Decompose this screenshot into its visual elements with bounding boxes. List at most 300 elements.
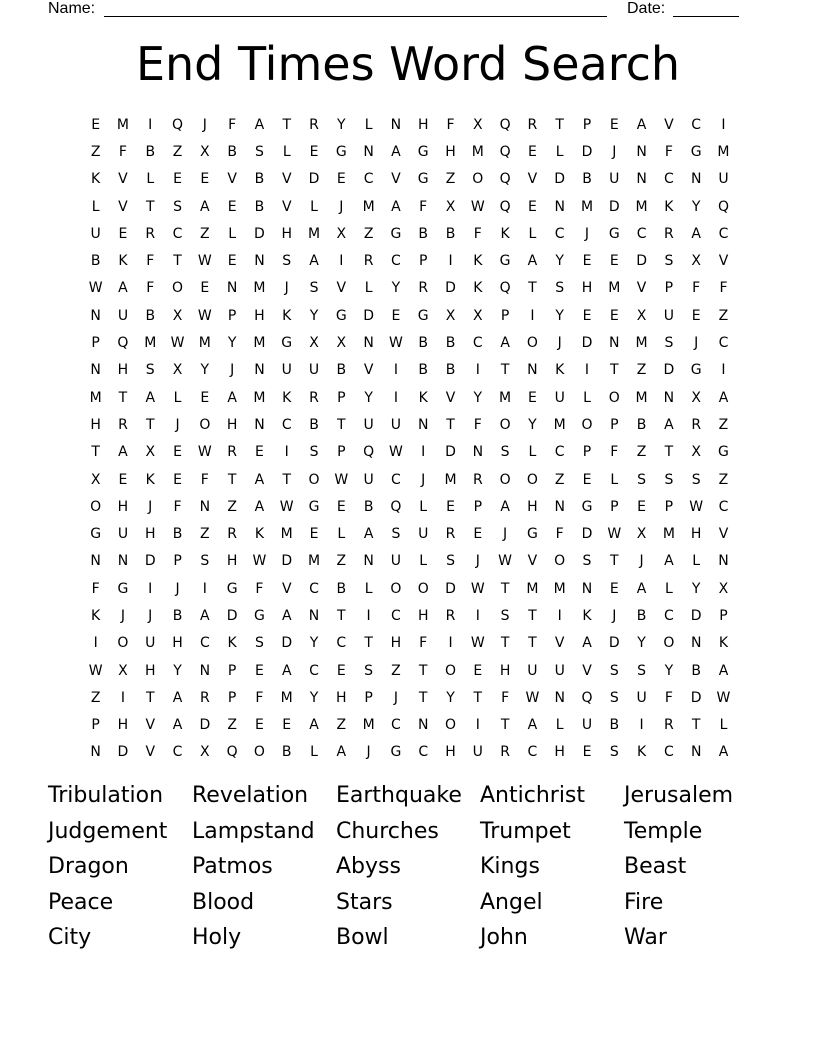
grid-letter: X xyxy=(691,389,701,406)
grid-letter: U xyxy=(90,225,101,242)
grid-letter: D xyxy=(281,553,293,570)
grid-letter: E xyxy=(200,280,210,297)
grid-letter: X xyxy=(636,526,647,543)
word-list-item: Beast xyxy=(624,854,687,880)
grid-letter: A xyxy=(281,607,292,624)
grid-letter: U xyxy=(281,362,292,379)
grid-letter: J xyxy=(421,471,426,488)
grid-letter: L xyxy=(337,526,346,543)
grid-letter: L xyxy=(228,225,237,242)
grid-letter: D xyxy=(581,143,593,160)
grid-letter: M xyxy=(116,116,129,133)
grid-letter: S xyxy=(609,689,619,706)
grid-letter: T xyxy=(528,607,537,624)
grid-letter: G xyxy=(526,526,538,543)
grid-letter: S xyxy=(500,444,510,461)
grid-letter: V xyxy=(718,526,729,543)
grid-row xyxy=(82,520,738,547)
grid-letter: B xyxy=(336,362,347,379)
grid-letter: Z xyxy=(90,143,101,160)
grid-letter: K xyxy=(282,389,292,406)
grid-letter: J xyxy=(120,607,126,624)
grid-letter: Z xyxy=(391,662,401,679)
grid-letter: V xyxy=(718,253,729,270)
grid-letter: T xyxy=(364,635,373,652)
grid-letter: D xyxy=(254,225,265,242)
grid-letter: E xyxy=(609,580,619,597)
grid-letter: E xyxy=(527,143,537,160)
word-list-item: Tribulation xyxy=(48,783,164,808)
grid-letter: E xyxy=(118,225,128,242)
grid-letter: I xyxy=(148,116,153,133)
grid-letter: Y xyxy=(309,307,319,324)
grid-letter: K xyxy=(254,526,265,543)
grid-letter: O xyxy=(199,416,211,433)
grid-letter: Z xyxy=(554,471,565,488)
grid-letter: Y xyxy=(227,335,237,352)
grid-letter: N xyxy=(390,116,402,133)
grid-letter: A xyxy=(718,744,729,761)
grid-letter: Z xyxy=(227,717,237,734)
grid-letter: A xyxy=(718,662,729,679)
grid-letter: E xyxy=(336,171,346,188)
grid-letter: P xyxy=(91,717,100,734)
grid-letter: P xyxy=(582,116,592,133)
grid-letter: L xyxy=(419,498,428,515)
grid-letter: M xyxy=(144,335,157,352)
grid-row xyxy=(82,220,738,247)
word-list-item: John xyxy=(480,925,528,951)
grid-row xyxy=(82,193,738,220)
grid-letter: D xyxy=(608,198,620,215)
grid-letter: K xyxy=(473,280,483,297)
grid-letter: H xyxy=(417,607,429,624)
grid-letter: K xyxy=(418,389,428,406)
grid-letter: K xyxy=(118,253,128,270)
grid-letter: J xyxy=(148,607,153,624)
word-list xyxy=(48,778,768,956)
grid-letter: J xyxy=(694,335,699,352)
grid-letter: E xyxy=(527,389,537,406)
grid-letter: N xyxy=(554,689,565,706)
grid-letter: Y xyxy=(446,689,455,706)
grid-letter: A xyxy=(391,198,401,215)
grid-letter: S xyxy=(282,253,292,270)
grid-letter: P xyxy=(610,416,619,433)
grid-letter: S xyxy=(691,471,701,488)
grid-letter: A xyxy=(636,116,647,133)
grid-letter: D xyxy=(281,635,293,652)
grid-letter: B xyxy=(609,717,620,734)
grid-letter: M xyxy=(280,689,293,706)
grid-letter: Z xyxy=(90,689,101,706)
grid-letter: S xyxy=(364,662,374,679)
grid-letter: B xyxy=(227,143,237,160)
grid-letter: G xyxy=(254,607,265,624)
grid-letter: J xyxy=(175,580,180,597)
grid-letter: Q xyxy=(499,280,511,297)
grid-letter: F xyxy=(473,416,482,433)
word-list-item: Antichrist xyxy=(480,783,586,808)
word-list-item: Dragon xyxy=(48,854,129,880)
grid-letter: E xyxy=(609,307,619,324)
grid-letter: L xyxy=(528,225,537,242)
grid-letter: F xyxy=(146,280,155,297)
grid-letter: T xyxy=(500,717,510,734)
grid-letter: B xyxy=(145,307,156,324)
grid-letter: K xyxy=(718,635,729,652)
grid-letter: A xyxy=(363,526,374,543)
grid-letter: T xyxy=(418,662,428,679)
grid-letter: O xyxy=(117,635,129,652)
grid-letter: J xyxy=(557,335,562,352)
grid-letter: J xyxy=(584,225,590,242)
grid-letter: J xyxy=(612,143,617,160)
grid-letter: O xyxy=(172,280,184,297)
grid-letter: R xyxy=(363,253,374,270)
grid-letter: G xyxy=(390,744,402,761)
grid-letter: G xyxy=(390,225,402,242)
grid-letter: P xyxy=(664,498,674,515)
grid-letter: W xyxy=(470,635,485,652)
grid-letter: S xyxy=(145,362,155,379)
grid-letter: T xyxy=(173,253,182,270)
grid-letter: D xyxy=(554,171,566,188)
grid-letter: W xyxy=(88,280,103,297)
grid-letter: C xyxy=(636,225,647,242)
grid-letter: C xyxy=(663,744,674,761)
grid-letter: T xyxy=(610,362,619,379)
grid-letter: F xyxy=(255,580,264,597)
grid-letter: Q xyxy=(717,198,729,215)
grid-letter: H xyxy=(581,280,593,297)
grid-letter: I xyxy=(202,580,207,597)
grid-letter: N xyxy=(636,143,647,160)
word-list-item: Jerusalem xyxy=(624,783,734,808)
grid-letter: E xyxy=(200,171,210,188)
grid-letter: J xyxy=(612,607,617,624)
grid-letter: X xyxy=(445,307,456,324)
grid-letter: I xyxy=(120,689,126,706)
grid-letter: R xyxy=(309,116,319,133)
grid-letter: W xyxy=(607,526,622,543)
grid-letter: R xyxy=(118,416,128,433)
word-list-item: Angel xyxy=(480,889,543,915)
grid-letter: C xyxy=(172,744,183,761)
grid-letter: E xyxy=(200,389,210,406)
grid-letter: R xyxy=(418,280,429,297)
grid-letter: Z xyxy=(445,171,456,188)
grid-letter: E xyxy=(637,498,647,515)
grid-letter: A xyxy=(254,498,265,515)
grid-letter: R xyxy=(309,389,319,406)
grid-letter: A xyxy=(664,416,674,433)
grid-row xyxy=(82,466,738,493)
word-list-item: Peace xyxy=(48,889,114,915)
grid-letter: P xyxy=(500,307,510,324)
grid-letter: B xyxy=(309,416,319,433)
grid-letter: N xyxy=(226,280,238,297)
grid-letter: D xyxy=(636,253,647,270)
grid-letter: V xyxy=(281,171,292,188)
grid-letter: I xyxy=(530,307,535,324)
grid-letter: X xyxy=(336,225,347,242)
grid-letter: I xyxy=(475,362,480,379)
grid-letter: E xyxy=(691,307,701,324)
grid-letter: L xyxy=(173,389,182,406)
grid-letter: C xyxy=(199,635,210,652)
grid-letter: H xyxy=(144,662,156,679)
grid-letter: J xyxy=(475,553,480,570)
grid-letter: N xyxy=(199,498,211,515)
grid-letter: F xyxy=(719,280,728,297)
grid-letter: N xyxy=(417,717,429,734)
grid-row xyxy=(82,493,738,520)
grid-letter: I xyxy=(366,607,371,624)
grid-letter: G xyxy=(417,143,429,160)
grid-letter: G xyxy=(335,307,347,324)
grid-letter: C xyxy=(472,335,483,352)
grid-letter: Z xyxy=(636,362,647,379)
grid-letter: E xyxy=(309,143,319,160)
grid-letter: J xyxy=(230,362,235,379)
grid-letter: U xyxy=(418,526,429,543)
grid-letter: P xyxy=(227,662,237,679)
grid-letter: I xyxy=(448,635,453,652)
letter-grid xyxy=(82,111,738,766)
grid-letter: N xyxy=(90,553,101,570)
grid-letter: Q xyxy=(499,143,511,160)
grid-letter: Q xyxy=(172,116,184,133)
grid-letter: Y xyxy=(637,635,646,652)
grid-letter: N xyxy=(663,389,675,406)
grid-letter: L xyxy=(146,171,155,188)
grid-letter: W xyxy=(252,553,267,570)
grid-letter: Z xyxy=(718,307,729,324)
grid-row xyxy=(82,302,738,329)
grid-letter: S xyxy=(254,635,264,652)
grid-letter: T xyxy=(446,416,455,433)
grid-letter: I xyxy=(557,607,562,624)
grid-letter: S xyxy=(309,280,319,297)
grid-letter: H xyxy=(336,689,347,706)
grid-letter: E xyxy=(582,744,592,761)
grid-letter: H xyxy=(554,744,565,761)
word-list-item: Fire xyxy=(624,889,664,915)
grid-letter: E xyxy=(255,717,264,734)
grid-letter: Z xyxy=(336,553,347,570)
grid-letter: E xyxy=(391,307,401,324)
grid-letter: A xyxy=(718,389,729,406)
grid-letter: Q xyxy=(363,444,375,461)
grid-letter: O xyxy=(608,389,620,406)
grid-letter: O xyxy=(417,580,429,597)
grid-row xyxy=(82,684,738,711)
grid-letter: W xyxy=(498,553,513,570)
grid-letter: N xyxy=(90,362,101,379)
grid-letter: F xyxy=(555,526,564,543)
grid-row xyxy=(82,357,738,384)
grid-letter: A xyxy=(200,607,210,624)
grid-letter: B xyxy=(418,225,429,242)
grid-letter: X xyxy=(473,116,483,133)
grid-letter: A xyxy=(636,580,647,597)
name-blank-line xyxy=(104,16,607,17)
grid-letter: T xyxy=(528,280,537,297)
grid-letter: I xyxy=(284,444,289,461)
grid-letter: L xyxy=(282,143,291,160)
grid-letter: M xyxy=(526,580,539,597)
grid-letter: S xyxy=(609,662,619,679)
grid-letter: C xyxy=(718,335,729,352)
grid-letter: A xyxy=(281,662,292,679)
grid-letter: C xyxy=(663,607,674,624)
grid-letter: T xyxy=(145,689,155,706)
page-title: End Times Word Search xyxy=(135,37,681,91)
grid-letter: N xyxy=(254,416,265,433)
grid-letter: G xyxy=(417,171,429,188)
grid-letter: T xyxy=(227,471,237,488)
grid-letter: T xyxy=(473,689,483,706)
word-list-item: Blood xyxy=(192,889,255,915)
grid-letter: N xyxy=(690,635,702,652)
grid-letter: I xyxy=(448,253,453,270)
grid-letter: K xyxy=(636,744,647,761)
grid-letter: T xyxy=(500,635,510,652)
grid-letter: B xyxy=(254,171,265,188)
grid-letter: U xyxy=(581,717,593,734)
grid-letter: V xyxy=(554,635,565,652)
grid-letter: M xyxy=(499,389,512,406)
grid-letter: B xyxy=(582,171,592,188)
grid-letter: N xyxy=(636,171,647,188)
grid-letter: X xyxy=(473,307,483,324)
grid-letter: Y xyxy=(200,362,210,379)
word-list-item: Patmos xyxy=(192,854,273,880)
grid-letter: Y xyxy=(555,253,564,270)
grid-letter: W xyxy=(525,689,540,706)
grid-letter: R xyxy=(145,225,156,242)
grid-letter: C xyxy=(309,662,319,679)
grid-letter: I xyxy=(721,116,726,133)
grid-letter: R xyxy=(445,607,456,624)
grid-letter: X xyxy=(445,198,456,215)
grid-letter: I xyxy=(639,717,644,734)
grid-letter: C xyxy=(391,253,401,270)
grid-letter: P xyxy=(418,253,428,270)
grid-row xyxy=(82,384,738,411)
grid-letter: S xyxy=(555,280,565,297)
grid-letter: N xyxy=(609,335,620,352)
grid-letter: R xyxy=(664,225,674,242)
word-list-item: Kings xyxy=(480,854,540,880)
grid-letter: H xyxy=(90,416,101,433)
grid-letter: L xyxy=(664,580,673,597)
grid-letter: F xyxy=(146,253,155,270)
grid-letter: V xyxy=(391,171,401,188)
grid-letter: M xyxy=(608,280,621,297)
word-list-item: Bowl xyxy=(336,925,389,951)
grid-letter: E xyxy=(582,471,592,488)
grid-letter: R xyxy=(227,526,237,543)
grid-letter: E xyxy=(473,662,483,679)
grid-letter: M xyxy=(444,471,457,488)
grid-letter: D xyxy=(581,335,593,352)
grid-letter: V xyxy=(227,171,237,188)
grid-letter: L xyxy=(364,116,373,133)
grid-letter: D xyxy=(663,362,675,379)
grid-letter: W xyxy=(197,444,212,461)
grid-letter: Y xyxy=(309,689,319,706)
grid-letter: V xyxy=(336,280,347,297)
grid-letter: S xyxy=(500,607,510,624)
grid-letter: S xyxy=(664,335,674,352)
grid-letter: H xyxy=(117,362,129,379)
grid-letter: N xyxy=(690,171,702,188)
grid-letter: W xyxy=(279,498,294,515)
grid-letter: B xyxy=(418,335,429,352)
grid-letter: W xyxy=(689,498,704,515)
grid-letter: O xyxy=(444,662,457,679)
grid-letter: T xyxy=(500,362,510,379)
grid-letter: U xyxy=(390,553,402,570)
name-label: Name: xyxy=(48,0,96,17)
grid-row xyxy=(82,657,738,684)
grid-letter: N xyxy=(554,498,565,515)
grid-letter: K xyxy=(582,607,592,624)
grid-letter: E xyxy=(173,444,182,461)
grid-letter: B xyxy=(254,198,265,215)
grid-letter: M xyxy=(89,389,102,406)
grid-letter: O xyxy=(253,744,265,761)
grid-letter: D xyxy=(608,635,620,652)
grid-letter: U xyxy=(363,471,374,488)
grid-letter: T xyxy=(91,444,100,461)
grid-letter: M xyxy=(307,553,321,570)
grid-letter: V xyxy=(582,662,592,679)
grid-letter: O xyxy=(472,171,484,188)
grid-letter: J xyxy=(175,416,180,433)
grid-letter: N xyxy=(363,335,374,352)
grid-letter: B xyxy=(172,526,183,543)
grid-letter: R xyxy=(527,116,538,133)
grid-letter: I xyxy=(475,607,480,624)
grid-letter: O xyxy=(554,553,566,570)
grid-letter: E xyxy=(282,717,292,734)
grid-letter: I xyxy=(393,362,398,379)
grid-letter: K xyxy=(555,362,565,379)
grid-letter: X xyxy=(200,143,210,160)
grid-letter: Z xyxy=(200,225,210,242)
grid-letter: F xyxy=(664,689,673,706)
grid-letter: I xyxy=(148,580,153,597)
grid-letter: Z xyxy=(336,717,347,734)
grid-letter: S xyxy=(391,526,401,543)
grid-letter: N xyxy=(254,362,265,379)
grid-letter: L xyxy=(555,143,564,160)
grid-row xyxy=(82,329,738,356)
grid-letter: C xyxy=(718,498,729,515)
grid-letter: C xyxy=(336,635,347,652)
grid-letter: W xyxy=(197,307,212,324)
grid-letter: M xyxy=(362,717,375,734)
grid-letter: R xyxy=(472,471,483,488)
grid-letter: Y xyxy=(173,662,182,679)
grid-letter: S xyxy=(446,553,455,570)
grid-letter: Y xyxy=(364,389,373,406)
grid-row xyxy=(82,138,738,165)
grid-letter: X xyxy=(145,444,156,461)
